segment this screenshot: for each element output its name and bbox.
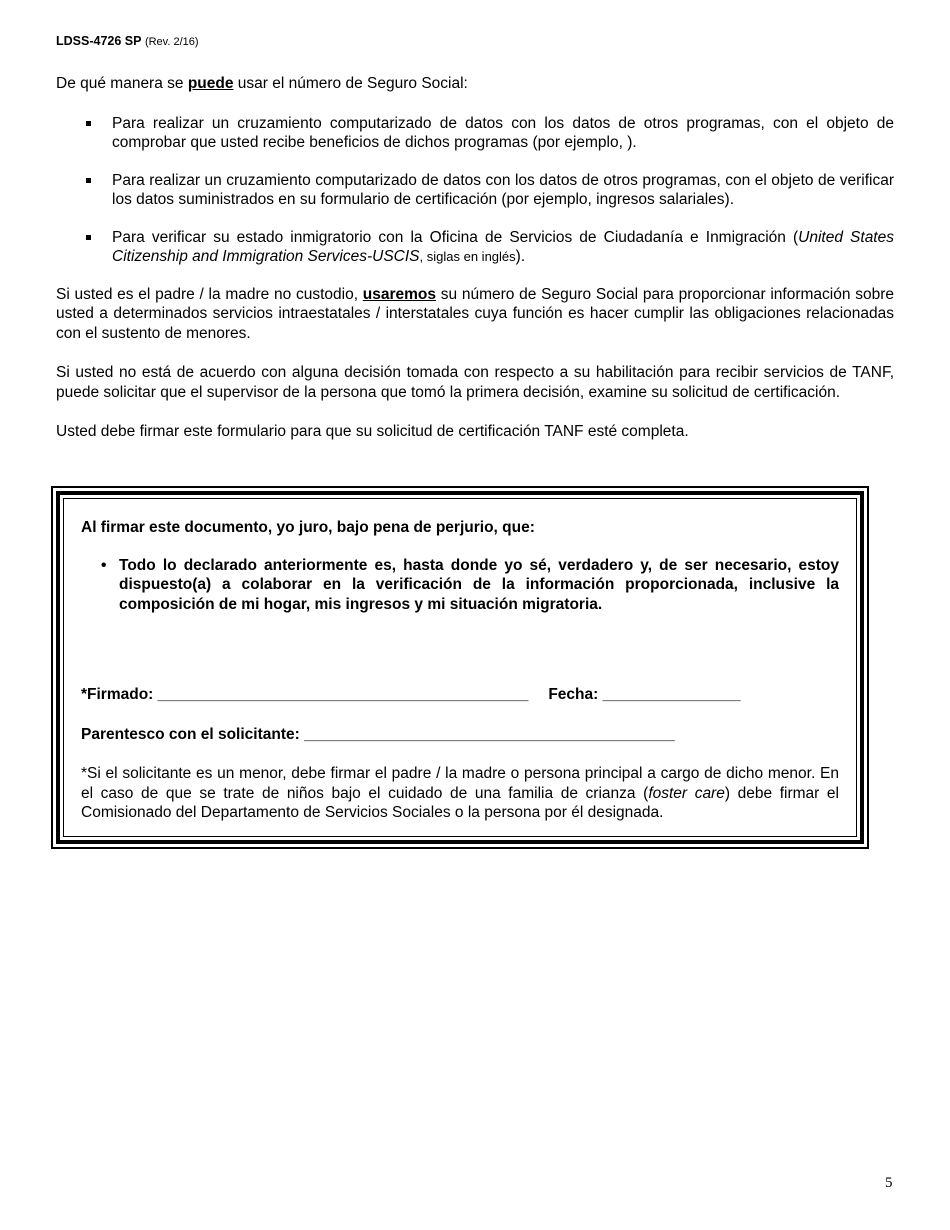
list-item: Para realizar un cruzamiento computarizado de datos con los datos de otros programas, con el objeto de comprobar que usted recibe beneficios de dichos programas (por ejemplo, ). — [56, 114, 894, 153]
ssn-uses-list — [56, 114, 894, 267]
list-item-end: ). — [515, 248, 526, 265]
signature-field[interactable]: *Firmado: ___________________________________________ — [81, 686, 529, 703]
intro-text-end: usar el número de Seguro Social: — [233, 75, 468, 92]
page-number: 5 — [885, 1175, 893, 1191]
list-item-italic: United States Citizenship and Immigration Services-USCIS — [112, 228, 894, 265]
noncustodial-text-end: su número de Seguro Social para proporcionar información sobre usted a determinados servicios intraestatales / interstatales cuya función es hacer cumplir las obligaciones relacionadas con el sustento de menores. — [56, 285, 894, 342]
list-item: Para realizar un cruzamiento computarizado de datos con los datos de otros programas, con el objeto de verificar los datos suministrados en su formulario de certificación (por ejemplo, ingresos salariales). — [56, 171, 894, 210]
intro-emphasis: puede — [187, 75, 234, 92]
noncustodial-emphasis: usaremos — [362, 285, 437, 303]
form-code: LDSS-4726 SP — [56, 34, 142, 48]
signature-required-paragraph: Usted debe firmar este formulario para que su solicitud de certificación TANF esté completa. — [56, 423, 689, 440]
intro-line — [56, 74, 894, 94]
appeal-paragraph: Si usted no está de acuerdo con alguna decisión tomada con respecto a su habilitación para recibir servicios de TANF, puede solicitar que el supervisor de la persona que tomó la primera decisión, examine su solicitud de certificación. — [56, 364, 894, 401]
note-text-start: *Si el solicitante es un menor, debe firmar el padre / la madre o persona principal a cargo de dicho menor. En el caso de que se trate de niños bajo el cuidado de una familia de crianza ( — [81, 765, 839, 802]
noncustodial-text-start: Si usted es el padre / la madre no custodio, — [56, 285, 363, 303]
noncustodial-paragraph — [56, 285, 894, 344]
note-italic: foster care — [648, 784, 725, 802]
form-revision: (Rev. 2/16) — [144, 36, 199, 48]
list-item-text: Para verificar su estado inmigratorio con la Oficina de Servicios de Ciudadanía e Inmigración ( — [112, 228, 799, 246]
declaration-box — [51, 486, 869, 849]
intro-text-start: De qué manera se — [56, 75, 188, 92]
date-field[interactable]: Fecha: ________________ — [548, 686, 741, 703]
form-identifier — [56, 34, 199, 48]
note-text-end: ) debe firmar el Comisionado del Departamento de Servicios Sociales o la persona por él designada. — [81, 784, 839, 821]
list-item — [56, 228, 894, 267]
signature-row — [81, 685, 839, 705]
declaration-heading: Al firmar este documento, yo juro, bajo pena de perjurio, que: — [81, 519, 535, 536]
minor-signature-note — [81, 764, 839, 823]
relationship-field[interactable]: Parentesco con el solicitante: ___________________________________________ — [81, 725, 675, 743]
declaration-statement: • Todo lo declarado anteriormente es, hasta donde yo sé, verdadero y, de ser necesario, estoy dispuesto(a) a colaborar en la verificación de la información proporcionada, inclusive la composición de mi hogar, mis ingresos y mi situación migratoria. — [81, 556, 839, 615]
document-body — [56, 74, 894, 442]
list-item-small: , siglas en inglés — [419, 249, 516, 264]
